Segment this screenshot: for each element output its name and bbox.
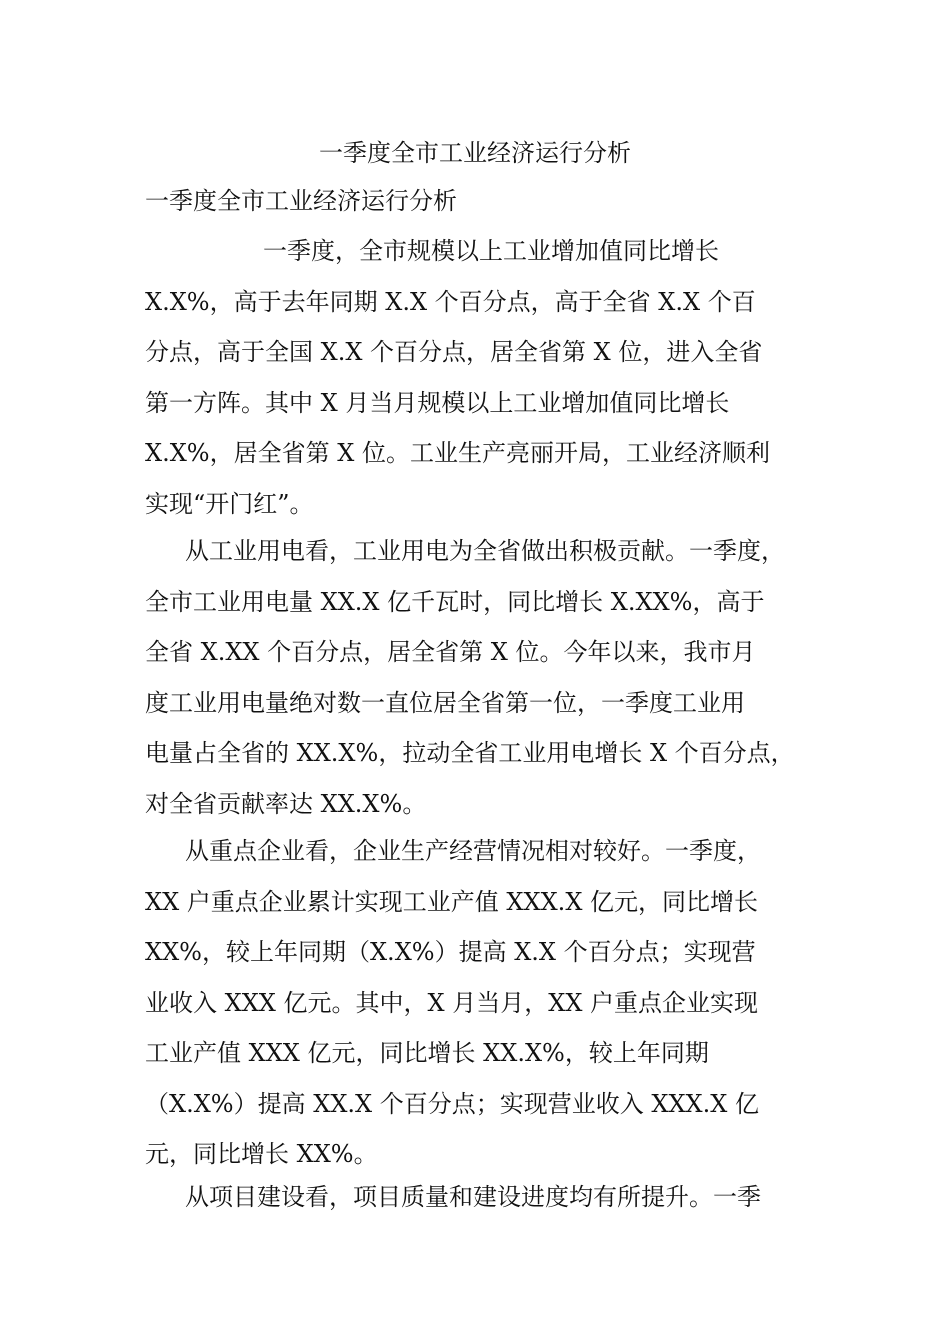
text-line: 从项目建设看，项目质量和建设进度均有所提升。一季 bbox=[185, 1183, 761, 1211]
text-line: 第一方阵。其中 X 月当月规模以上工业增加值同比增长 bbox=[145, 388, 730, 417]
text-line: 度工业用电量绝对数一直位居全省第一位，一季度工业用 bbox=[145, 688, 745, 717]
text-line: X.X%，居全省第 X 位。工业生产亮丽开局，工业经济顺利 bbox=[145, 439, 770, 467]
text-line: 业收入 XXX 亿元。其中，X 月当月，XX 户重点企业实现 bbox=[145, 988, 759, 1017]
paragraph-project-construction bbox=[145, 1172, 825, 1223]
text-line: 对全省贡献率达 XX.X%。 bbox=[145, 789, 427, 818]
text-line: 全市工业用电量 XX.X 亿千瓦时，同比增长 X.XX%，高于 bbox=[145, 587, 765, 616]
text-line: 元，同比增长 XX%。 bbox=[145, 1140, 378, 1168]
text-line: （X.X%）提高 XX.X 个百分点；实现营业收入 XXX.X 亿 bbox=[145, 1089, 759, 1118]
text-line: 电量占全省的 XX.X%，拉动全省工业用电增长 X 个百分点， bbox=[145, 739, 795, 767]
document-title: 一季度全市工业经济运行分析 bbox=[319, 139, 631, 167]
text-line: XX 户重点企业累计实现工业产值 XXX.X 亿元，同比增长 bbox=[145, 887, 759, 916]
document-subtitle: 一季度全市工业经济运行分析 bbox=[145, 187, 457, 215]
text-line: 工业产值 XXX 亿元，同比增长 XX.X%，较上年同期 bbox=[145, 1039, 709, 1067]
text-line: 从工业用电看，工业用电为全省做出积极贡献。一季度， bbox=[185, 537, 785, 565]
text-line: 从重点企业看，企业生产经营情况相对较好。一季度， bbox=[185, 837, 761, 865]
text-line: XX%，较上年同期（X.X%）提高 X.X 个百分点；实现营 bbox=[145, 938, 756, 966]
text-line: X.X%，高于去年同期 X.X 个百分点，高于全省 X.X 个百 bbox=[145, 287, 756, 316]
paragraph-industrial-growth bbox=[145, 226, 825, 529]
text-line: 一季度，全市规模以上工业增加值同比增长 bbox=[263, 237, 719, 265]
text-line: 实现“开门红”。 bbox=[145, 489, 314, 518]
paragraph-electricity bbox=[145, 526, 825, 829]
paragraph-key-enterprises bbox=[145, 826, 825, 1180]
text-line: 全省 X.XX 个百分点，居全省第 X 位。今年以来，我市月 bbox=[145, 638, 756, 666]
text-line: 分点，高于全国 X.X 个百分点，居全省第 X 位，进入全省 bbox=[145, 338, 763, 366]
